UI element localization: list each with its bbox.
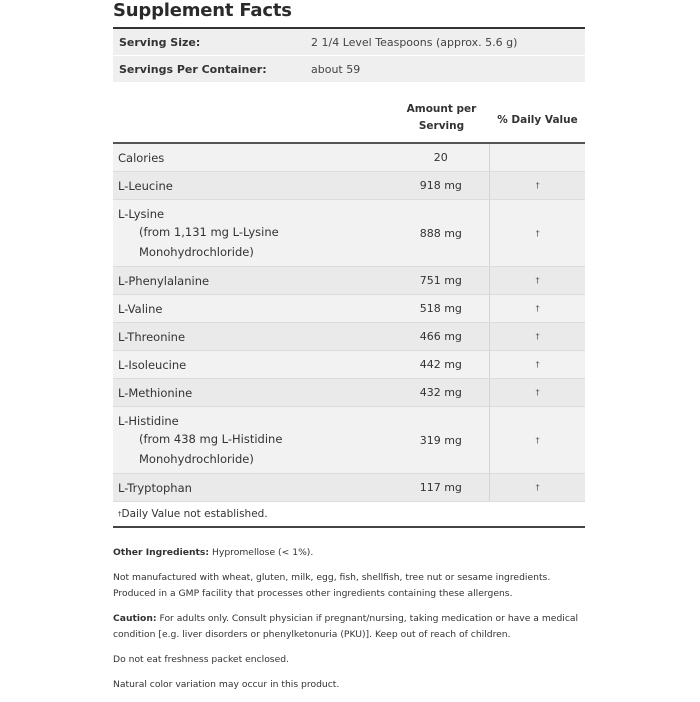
servings-per-container-label: Servings Per Container: [119,62,267,76]
nutrient-name-block [113,407,392,473]
amount-per-serving-header [393,100,490,141]
nutrient-daily-value: † [489,172,585,199]
nutrient-name: L-Valine [118,301,163,316]
serving-size-value: 2 1/4 Level Teaspoons (approx. 5.6 g) [311,35,518,49]
nutrient-name: L-Lysine [118,207,165,221]
caution-text: For adults only. Consult physician if pregnant/nursing, taking medication or have a medical condition [e.g. liver disorders or phenylketonuria (PKU)]. Keep out of reach of children. [113,613,579,640]
nutrient-name: L-Phenylalanine [118,273,210,288]
nutrient-name: L-Leucine [118,178,173,193]
nutrient-daily-value: † [489,351,585,378]
nutrient-amount: 466 mg [419,330,462,343]
amount-header-line2: Serving [418,120,465,132]
nutrient-daily-value: † [489,295,585,322]
nutrient-amount: 319 mg [419,433,462,447]
nutrient-daily-value: † [489,267,585,294]
nutrient-source-line1: (from 1,131 mg L-Lysine [139,225,279,239]
nutrient-amount: 117 mg [419,481,462,494]
nutrient-name: L-Tryptophan [118,480,192,495]
nutrient-name: L-Histidine [118,414,179,428]
nutrient-name: L-Isoleucine [118,357,187,372]
color-statement: Natural color variation may occur in this product. [113,679,340,690]
table-row [113,200,585,267]
table-row [113,323,585,351]
serving-info-table [113,27,585,83]
table-row [113,407,585,474]
nutrient-amount: 518 mg [419,302,462,315]
nutrient-daily-value: † [489,200,585,266]
caution-statement [113,611,593,643]
nutrient-name: Calories [118,150,165,165]
nutrient-amount: 751 mg [419,274,462,287]
other-ingredients-label: Other Ingredients: [113,547,210,558]
nutrient-amount: 888 mg [419,226,462,240]
daily-value-footnote [113,502,585,528]
caution-label: Caution: [113,613,157,624]
nutrient-amount: 918 mg [419,179,462,192]
nutrient-table-header [113,100,585,141]
footnote-text: Daily Value not established. [121,508,268,520]
nutrient-source-line1: (from 438 mg L-Histidine [139,432,283,446]
nutrient-source-line2: Monohydrochloride) [139,244,254,259]
amount-header-line1: Amount per [406,103,477,115]
nutrient-amount: 20 [433,151,448,164]
nutrient-daily-value: † [489,474,585,501]
freshness-statement: Do not eat freshness packet enclosed. [113,654,290,665]
label-notes [113,545,593,702]
serving-size-label: Serving Size: [119,35,201,49]
header-spacer [113,100,393,141]
other-ingredients-text: Hypromellose (< 1%). [209,547,314,558]
table-row [113,295,585,323]
page-title: Supplement Facts [113,0,292,21]
dagger-symbol: † [118,510,122,518]
nutrient-name-block [113,200,392,266]
daily-value-header: % Daily Value [497,114,578,126]
other-ingredients [113,545,593,561]
table-row [113,172,585,200]
nutrient-daily-value: † [489,323,585,350]
table-row [113,351,585,379]
table-row [113,474,585,502]
table-row [113,379,585,407]
nutrient-daily-value: † [489,407,585,473]
nutrient-name: L-Methionine [118,385,193,400]
nutrient-table [113,142,585,528]
nutrient-name: L-Threonine [118,329,186,344]
table-row [113,144,585,172]
nutrient-daily-value: † [489,379,585,406]
nutrient-daily-value [489,144,585,171]
table-row [113,267,585,295]
serving-size-row [113,29,585,56]
allergen-statement: Not manufactured with wheat, gluten, milk, egg, fish, shellfish, tree nut or sesame ingredients. Produced in a GMP facility that processes other ingredients containing these allergens. [113,572,551,599]
nutrient-amount: 432 mg [419,386,462,399]
servings-per-container-row [113,56,585,83]
nutrient-amount: 442 mg [419,358,462,371]
nutrient-source-line2: Monohydrochloride) [139,451,254,466]
servings-per-container-value: about 59 [311,62,361,76]
